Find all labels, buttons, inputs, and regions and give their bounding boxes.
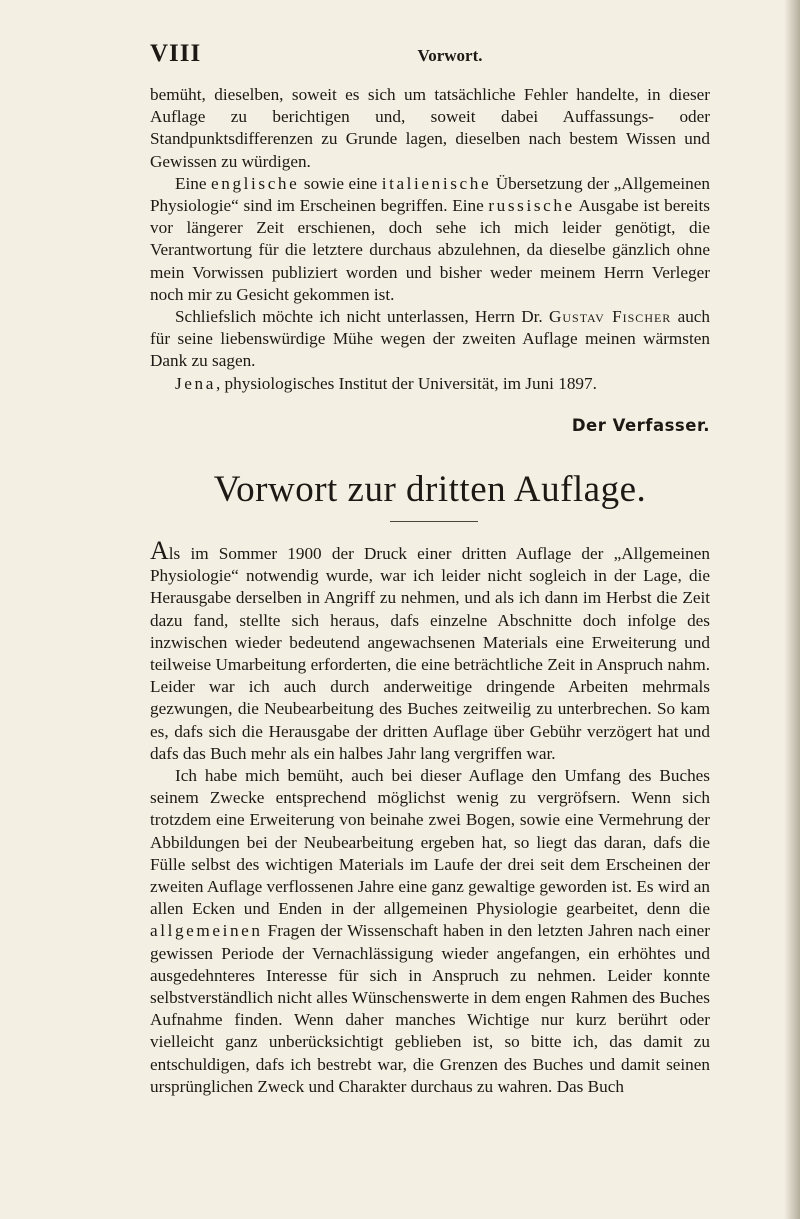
initial-letter: A xyxy=(150,536,169,565)
text-run: sowie eine xyxy=(299,173,382,193)
text-run: Eine xyxy=(175,173,212,193)
paragraph-text: bemüht, dieselben, soweit es sich um tatsächliche Fehler handelte, in dieser Auflage zu berichtigen und, soweit dabei Auffassungs- oder Standpunktsdifferenzen zu Grunde lagen, dieselben nach bestem Wissen und Gewissen zu würdigen. xyxy=(150,85,710,171)
text-run: Ich habe mich bemüht, auch bei dieser Auflage den Umfang des Buches seinem Zwecke entsprechend möglichst wenig zu vergröfsern. Wenn sich trotzdem eine Erweiterung von beinahe zwei Bogen, sowie eine Vermehrung der Abbildungen bei der Neubearbeitung ergeben hat, so liegt das daran, dafs die Fülle selbst des wichtigen Materials im Laufe der drei seit dem Erscheinen der zweiten Auflage verflossenen Jahre eine ganz gewaltige geworden ist. Es wird an allen Ecken und Enden in der allgemeinen Physiologie gearbeitet, denn die xyxy=(150,766,710,919)
text-run: auch für seine liebenswürdige Mühe wegen der zweiten Auflage meinen wärmsten Dank zu sagen. xyxy=(150,307,711,371)
text-run: , physiologisches Institut der Universität, im Juni 1897. xyxy=(215,373,597,393)
preface-second-edition xyxy=(150,84,710,395)
person-name: Gustav Fischer xyxy=(548,307,672,327)
text-run: Ausgabe ist bereits vor längerer Zeit erschienen, doch sehe ich mich leider genötigt, die Verantwortung für die letztere durchaus abzulehnen, da dieselbe gänzlich ohne mein Vorwissen publiziert worden und bisher weder meinem Herrn Verleger noch mir zu Gesicht gekommen ist. xyxy=(150,196,710,304)
page-number: VIII xyxy=(150,40,202,67)
text-run: ls im Sommer 1900 der Druck einer dritten Auflage der „Allgemeinen Physiologie“ notwendig wurde, war ich leider nicht sogleich in der Lage, die Herausgabe derselben in Angriff zu nehmen, und als ich dann im Herbst die Zeit dazu fand, stellte sich heraus, dafs einzelne Abschnitte doch infolge des inzwischen wieder bedeutend angewachsenen Materials eine Erweiterung und teilweise Umarbeitung erforderten, die eine beträchtliche Zeit in Anspruch nahm. Leider war ich auch durch anderweitige dringende Arbeiten mehrmals gezwungen, die Neubearbeitung des Buches zeitweilig zu unterbrechen. So kam es, dafs sich die Herausgabe der dritten Auflage über Gebühr verzögert hat und dafs das Buch mehr als ein halbes Jahr lang vergriffen war. xyxy=(150,544,710,763)
signature: Der Verfasser. xyxy=(571,416,710,435)
text-run: Fragen der Wissenschaft haben in den letzten Jahren nach einer gewissen Periode der Vernachlässigung wieder angefangen, ein erhöhtes und ausgedehnteres Interesse für sich in Anspruch zu nehmen. Leider konnte selbstverständlich nicht alles Wünschenswerte in dem engen Rahmen des Buches Aufnahme finden. Wenn daher manches Wichtige nur kurz berührt oder vielleicht ganz unberücksichtigt geblieben ist, so bitte ich, das damit zu entschuldigen, dafs ich bestrebt war, die Grenzen des Buches und damit seinen ursprünglichen Zweck und Charakter durchaus zu wahren. Das Buch xyxy=(150,921,710,1096)
place-name: Jena xyxy=(175,373,216,393)
dateline xyxy=(150,373,710,395)
spaced-word: englische xyxy=(211,173,300,193)
spaced-word: allgemeinen xyxy=(150,921,263,941)
section-title: Vorwort zur dritten Auflage. xyxy=(213,469,647,510)
title-rule xyxy=(390,521,478,522)
spaced-word: russische xyxy=(488,196,575,216)
spaced-word: italienische xyxy=(381,173,492,193)
paragraph xyxy=(150,536,710,765)
running-title: Vorwort. xyxy=(417,46,483,65)
paragraph xyxy=(150,306,710,373)
page-edge-shadow xyxy=(784,0,800,1219)
paragraph xyxy=(150,173,710,306)
text-run: Schliefslich möchte ich nicht unterlassen, Herrn Dr. xyxy=(175,307,549,327)
text-run: Übersetzung der „Allgemeinen Physiologie“ sind im Erscheinen begriffen. Eine xyxy=(150,173,710,216)
page-header xyxy=(150,40,710,70)
paragraph xyxy=(150,84,710,173)
preface-third-edition xyxy=(150,536,710,1098)
paragraph xyxy=(150,765,710,1098)
